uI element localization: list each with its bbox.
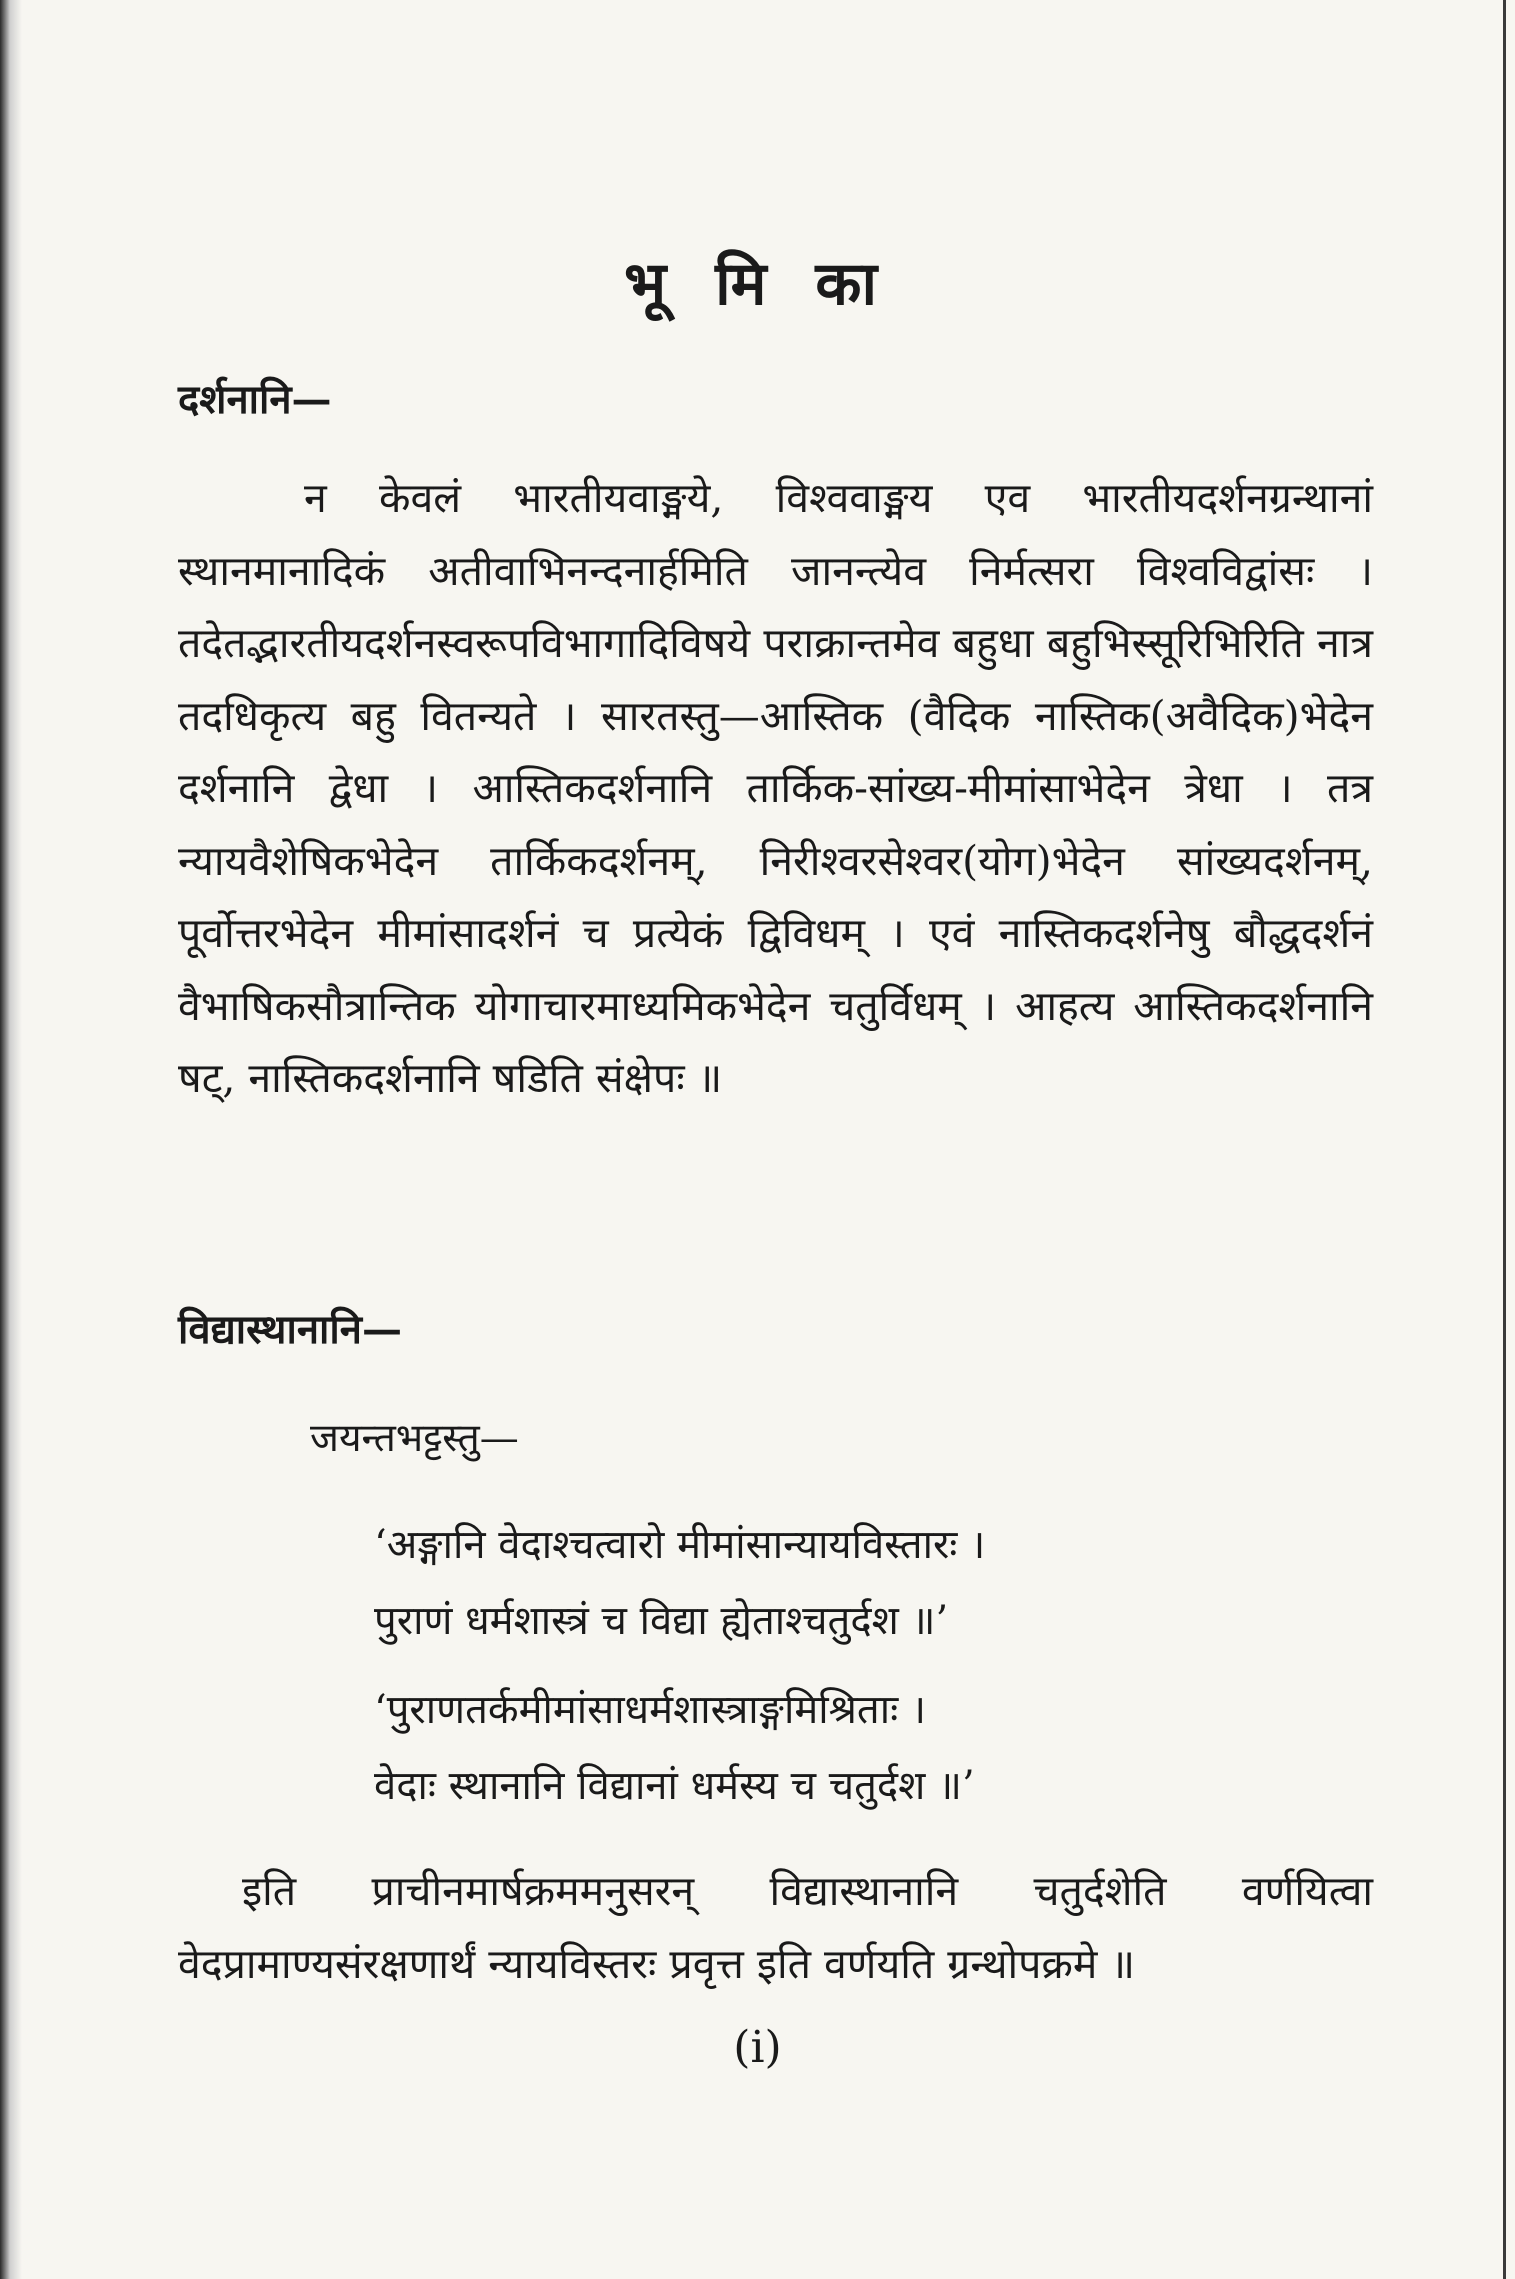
page-binding-edge (0, 0, 22, 2279)
paragraph-text: इति प्राचीनमार्षक्रममनुसरन् विद्यास्थानानि चतुर्दशेति वर्णयित्वा वेदप्रामाण्यसंरक्षणार्थं न्यायविस्तरः प्रवृत्त इति वर्णयति ग्रन्थोपक्रमे ॥ (178, 1867, 1373, 1988)
verse-line: ‘अङ्गानि वेदाश्चत्वारो मीमांसान्यायविस्तारः । (374, 1522, 986, 1568)
page-title: भू मि का (624, 249, 891, 319)
verse-block-2 (374, 1685, 1374, 1811)
section-heading-darshanani: दर्शनानि— (178, 376, 332, 423)
page-right-border (1503, 0, 1506, 2279)
section-heading-vidyasthanani: विद्यास्थानानि— (178, 1306, 402, 1353)
verse-intro: जयन्तभट्टस्तु— (310, 1416, 519, 1461)
section-paragraph-darshanani (178, 462, 1373, 1115)
page-number: (i) (733, 2022, 782, 2073)
paragraph-text: न केवलं भारतीयवाङ्मये, विश्ववाङ्मय एव भारतीयदर्शनग्रन्थानां स्थानमानादिकं अतीवाभिनन्दनार्हमिति जानन्त्येव निर्मत्सरा विश्वविद्वांसः । तदेतद्भारतीयदर्शनस्वरूपविभागादिविषये पराक्रान्तमेव बहुधा बहुभिस्सूरिभिरिति नात्र तदधिकृत्य बहु वितन्यते । सारतस्तु—आस्तिक (वैदिक नास्तिक(अवैदिक)भेदेन दर्शनानि द्वेधा । आस्तिकदर्शनानि तार्किक-सांख्य-मीमांसाभेदेन त्रेधा । तत्र न्यायवैशेषिकभेदेन तार्किकदर्शनम्, निरीश्वरसेश्वर(योग)भेदेन सांख्यदर्शनम्, पूर्वोत्तरभेदेन मीमांसादर्शनं च प्रत्येकं द्विविधम् । एवं नास्तिकदर्शनेषु बौद्धदर्शनं वैभाषिकसौत्रान्तिक योगाचारमाध्यमिकभेदेन चतुर्विधम् । आहत्य आस्तिकदर्शनानि षट्, नास्तिकदर्शनानि षडिति संक्षेपः ॥ (178, 474, 1373, 1102)
verse-line: वेदाः स्थानानि विद्यानां धर्मस्य च चतुर्दश ॥’ (374, 1763, 975, 1809)
verse-line: ‘पुराणतर्कमीमांसाधर्मशास्त्राङ्गमिश्रिताः । (374, 1687, 927, 1733)
verse-line: पुराणं धर्मशास्त्रं च विद्या ह्येताश्चतुर्दश ॥’ (374, 1598, 949, 1644)
section-paragraph-vidyasthanani (178, 1855, 1373, 2000)
verse-block-1 (374, 1520, 1374, 1646)
